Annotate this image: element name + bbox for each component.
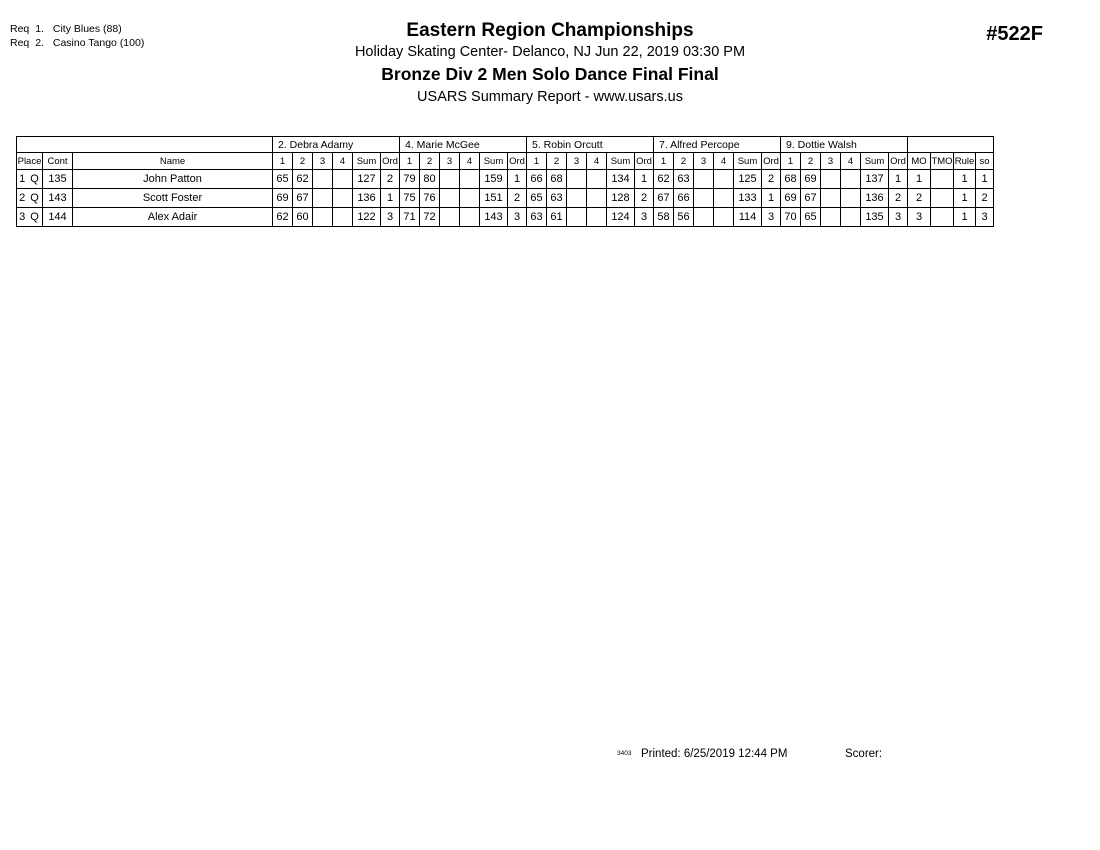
row-j4-m1: 67 xyxy=(654,189,674,208)
column-header-j5-m2: 2 xyxy=(801,153,821,170)
row-j2-ord: 1 xyxy=(508,170,527,189)
row-j5-ord: 1 xyxy=(889,170,908,189)
report-header xyxy=(0,20,1100,108)
row-j3-m3 xyxy=(567,170,587,189)
row-j5-m1: 70 xyxy=(781,208,801,227)
requirement-number: 2. xyxy=(35,37,44,49)
row-cont: 143 xyxy=(43,189,73,208)
row-j2-m1: 75 xyxy=(400,189,420,208)
row-j5-m4 xyxy=(841,189,861,208)
row-j1-m3 xyxy=(313,208,333,227)
column-header-j5-sum: Sum xyxy=(861,153,889,170)
judge-header-5: 9. Dottie Walsh xyxy=(781,137,908,153)
column-header-j2-m2: 2 xyxy=(420,153,440,170)
row-j5-m3 xyxy=(821,170,841,189)
row-j3-m1: 65 xyxy=(527,189,547,208)
results-table-wrap xyxy=(16,136,994,227)
row-j1-m1: 69 xyxy=(273,189,293,208)
row-j1-ord: 3 xyxy=(381,208,400,227)
table-row xyxy=(17,170,994,189)
column-header-rule: Rule xyxy=(954,153,976,170)
column-header-j3-sum: Sum xyxy=(607,153,635,170)
row-j2-sum: 151 xyxy=(480,189,508,208)
row-name: John Patton xyxy=(73,170,273,189)
row-so: 3 xyxy=(976,208,994,227)
column-header-j3-m3: 3 xyxy=(567,153,587,170)
column-header-j5-m3: 3 xyxy=(821,153,841,170)
row-rule: 1 xyxy=(954,170,976,189)
report-subtitle: USARS Summary Report - www.usars.us xyxy=(417,89,683,105)
row-so: 2 xyxy=(976,189,994,208)
row-j4-m4 xyxy=(714,208,734,227)
row-j2-m1: 79 xyxy=(400,170,420,189)
row-j3-m4 xyxy=(587,189,607,208)
column-header-j2-m4: 4 xyxy=(460,153,480,170)
row-j2-m3 xyxy=(440,208,460,227)
row-j1-m3 xyxy=(313,189,333,208)
row-j4-m1: 58 xyxy=(654,208,674,227)
row-rule: 1 xyxy=(954,208,976,227)
row-j1-m2: 60 xyxy=(293,208,313,227)
table-row xyxy=(17,189,994,208)
row-cont: 144 xyxy=(43,208,73,227)
row-j3-m4 xyxy=(587,170,607,189)
row-j4-sum: 133 xyxy=(734,189,762,208)
row-j3-m2: 61 xyxy=(547,208,567,227)
row-j5-m2: 65 xyxy=(801,208,821,227)
judge-header-1: 2. Debra Adamy xyxy=(273,137,400,153)
row-j1-ord: 2 xyxy=(381,170,400,189)
column-header-j5-m1: 1 xyxy=(781,153,801,170)
results-table xyxy=(16,136,994,227)
column-header-j2-sum: Sum xyxy=(480,153,508,170)
row-j5-ord: 2 xyxy=(889,189,908,208)
scorer-label: Scorer: xyxy=(845,748,883,760)
row-j5-m1: 69 xyxy=(781,189,801,208)
row-tmo xyxy=(931,170,954,189)
row-j3-m3 xyxy=(567,189,587,208)
judge-header-row xyxy=(17,137,994,153)
venue-line: Holiday Skating Center- Delanco, NJ Jun 22, 2019 03:30 PM xyxy=(354,44,746,60)
row-mo: 1 xyxy=(908,170,931,189)
column-header-j1-m3: 3 xyxy=(313,153,333,170)
row-j1-ord: 1 xyxy=(381,189,400,208)
row-j1-m2: 67 xyxy=(293,189,313,208)
column-header-cont: Cont xyxy=(43,153,73,170)
row-so: 1 xyxy=(976,170,994,189)
row-j4-m2: 56 xyxy=(674,208,694,227)
row-j2-m4 xyxy=(460,170,480,189)
row-j1-m1: 65 xyxy=(273,170,293,189)
row-mo: 3 xyxy=(908,208,931,227)
requirement-name: City Blues (88) xyxy=(52,23,122,35)
row-j3-m1: 63 xyxy=(527,208,547,227)
column-header-j3-m4: 4 xyxy=(587,153,607,170)
column-header-name: Name xyxy=(73,153,273,170)
row-j2-sum: 143 xyxy=(480,208,508,227)
judge-header-spacer xyxy=(17,137,273,153)
column-header-j4-sum: Sum xyxy=(734,153,762,170)
column-header-mo: MO xyxy=(908,153,931,170)
row-j4-m2: 66 xyxy=(674,189,694,208)
row-j1-m3 xyxy=(313,170,333,189)
row-j4-m3 xyxy=(694,208,714,227)
judge-header-4: 7. Alfred Percope xyxy=(654,137,781,153)
row-j3-m4 xyxy=(587,208,607,227)
row-place: 2 Q xyxy=(17,189,43,208)
column-header-j3-ord: Ord xyxy=(635,153,654,170)
row-j3-sum: 124 xyxy=(607,208,635,227)
column-header-j4-ord: Ord xyxy=(762,153,781,170)
row-j5-m3 xyxy=(821,208,841,227)
row-mo: 2 xyxy=(908,189,931,208)
row-j5-m4 xyxy=(841,170,861,189)
row-j5-sum: 137 xyxy=(861,170,889,189)
column-header-j1-m1: 1 xyxy=(273,153,293,170)
row-j1-sum: 122 xyxy=(353,208,381,227)
row-j2-sum: 159 xyxy=(480,170,508,189)
row-j2-m3 xyxy=(440,189,460,208)
row-rule: 1 xyxy=(954,189,976,208)
row-j4-ord: 1 xyxy=(762,189,781,208)
column-header-j1-sum: Sum xyxy=(353,153,381,170)
row-j4-m3 xyxy=(694,170,714,189)
column-header-j3-m1: 1 xyxy=(527,153,547,170)
row-tmo xyxy=(931,208,954,227)
row-j1-m4 xyxy=(333,208,353,227)
column-header-j5-ord: Ord xyxy=(889,153,908,170)
requirement-number: 1. xyxy=(35,23,44,35)
event-number: #522F xyxy=(986,23,1043,45)
column-header-j1-m2: 2 xyxy=(293,153,313,170)
row-j1-m1: 62 xyxy=(273,208,293,227)
row-j3-ord: 2 xyxy=(635,189,654,208)
row-j3-ord: 1 xyxy=(635,170,654,189)
column-header-j4-m3: 3 xyxy=(694,153,714,170)
requirement-label: Req xyxy=(10,37,30,49)
row-place: 1 Q xyxy=(17,170,43,189)
row-j2-m4 xyxy=(460,189,480,208)
row-j1-m4 xyxy=(333,189,353,208)
column-header-j4-m4: 4 xyxy=(714,153,734,170)
row-j4-m1: 62 xyxy=(654,170,674,189)
row-j4-m3 xyxy=(694,189,714,208)
column-header-row xyxy=(17,153,994,170)
row-j4-sum: 114 xyxy=(734,208,762,227)
row-j5-m2: 67 xyxy=(801,189,821,208)
row-j3-ord: 3 xyxy=(635,208,654,227)
column-header-j4-m1: 1 xyxy=(654,153,674,170)
column-header-j1-m4: 4 xyxy=(333,153,353,170)
row-j5-m1: 68 xyxy=(781,170,801,189)
row-j4-m4 xyxy=(714,189,734,208)
row-j1-sum: 127 xyxy=(353,170,381,189)
row-j2-m2: 72 xyxy=(420,208,440,227)
row-j2-m4 xyxy=(460,208,480,227)
judge-header-2: 4. Marie McGee xyxy=(400,137,527,153)
judge-header-tail-spacer xyxy=(908,137,994,153)
column-header-place: Place xyxy=(17,153,43,170)
event-title: Bronze Div 2 Men Solo Dance Final Final xyxy=(381,64,719,84)
row-place: 3 Q xyxy=(17,208,43,227)
row-name: Scott Foster xyxy=(73,189,273,208)
printed-timestamp: Printed: 6/25/2019 12:44 PM xyxy=(641,748,788,760)
row-j4-m2: 63 xyxy=(674,170,694,189)
row-j2-ord: 2 xyxy=(508,189,527,208)
column-header-j3-m2: 2 xyxy=(547,153,567,170)
page-title: Eastern Region Championships xyxy=(406,20,694,41)
column-header-so: so xyxy=(976,153,994,170)
row-cont: 135 xyxy=(43,170,73,189)
row-j2-m2: 76 xyxy=(420,189,440,208)
row-j5-sum: 136 xyxy=(861,189,889,208)
row-j4-sum: 125 xyxy=(734,170,762,189)
row-name: Alex Adair xyxy=(73,208,273,227)
judge-header-3: 5. Robin Orcutt xyxy=(527,137,654,153)
row-j3-sum: 134 xyxy=(607,170,635,189)
column-header-j2-m3: 3 xyxy=(440,153,460,170)
row-j3-m2: 63 xyxy=(547,189,567,208)
requirement-label: Req xyxy=(10,23,30,35)
row-j2-m3 xyxy=(440,170,460,189)
row-tmo xyxy=(931,189,954,208)
row-j5-m4 xyxy=(841,208,861,227)
row-j4-m4 xyxy=(714,170,734,189)
row-j2-m2: 80 xyxy=(420,170,440,189)
column-header-j2-m1: 1 xyxy=(400,153,420,170)
row-j3-m2: 68 xyxy=(547,170,567,189)
row-j3-sum: 128 xyxy=(607,189,635,208)
row-j3-m3 xyxy=(567,208,587,227)
column-header-tmo: TMO xyxy=(931,153,954,170)
column-header-j4-m2: 2 xyxy=(674,153,694,170)
column-header-j5-m4: 4 xyxy=(841,153,861,170)
row-j4-ord: 3 xyxy=(762,208,781,227)
row-j5-m2: 69 xyxy=(801,170,821,189)
requirement-name: Casino Tango (100) xyxy=(52,37,145,49)
row-j1-m4 xyxy=(333,170,353,189)
row-j5-m3 xyxy=(821,189,841,208)
row-j2-m1: 71 xyxy=(400,208,420,227)
row-j5-sum: 135 xyxy=(861,208,889,227)
row-j1-m2: 62 xyxy=(293,170,313,189)
footer-code: 3403 xyxy=(617,750,632,757)
row-j2-ord: 3 xyxy=(508,208,527,227)
row-j4-ord: 2 xyxy=(762,170,781,189)
table-row xyxy=(17,208,994,227)
row-j1-sum: 136 xyxy=(353,189,381,208)
column-header-j2-ord: Ord xyxy=(508,153,527,170)
column-header-j1-ord: Ord xyxy=(381,153,400,170)
row-j3-m1: 66 xyxy=(527,170,547,189)
row-j5-ord: 3 xyxy=(889,208,908,227)
